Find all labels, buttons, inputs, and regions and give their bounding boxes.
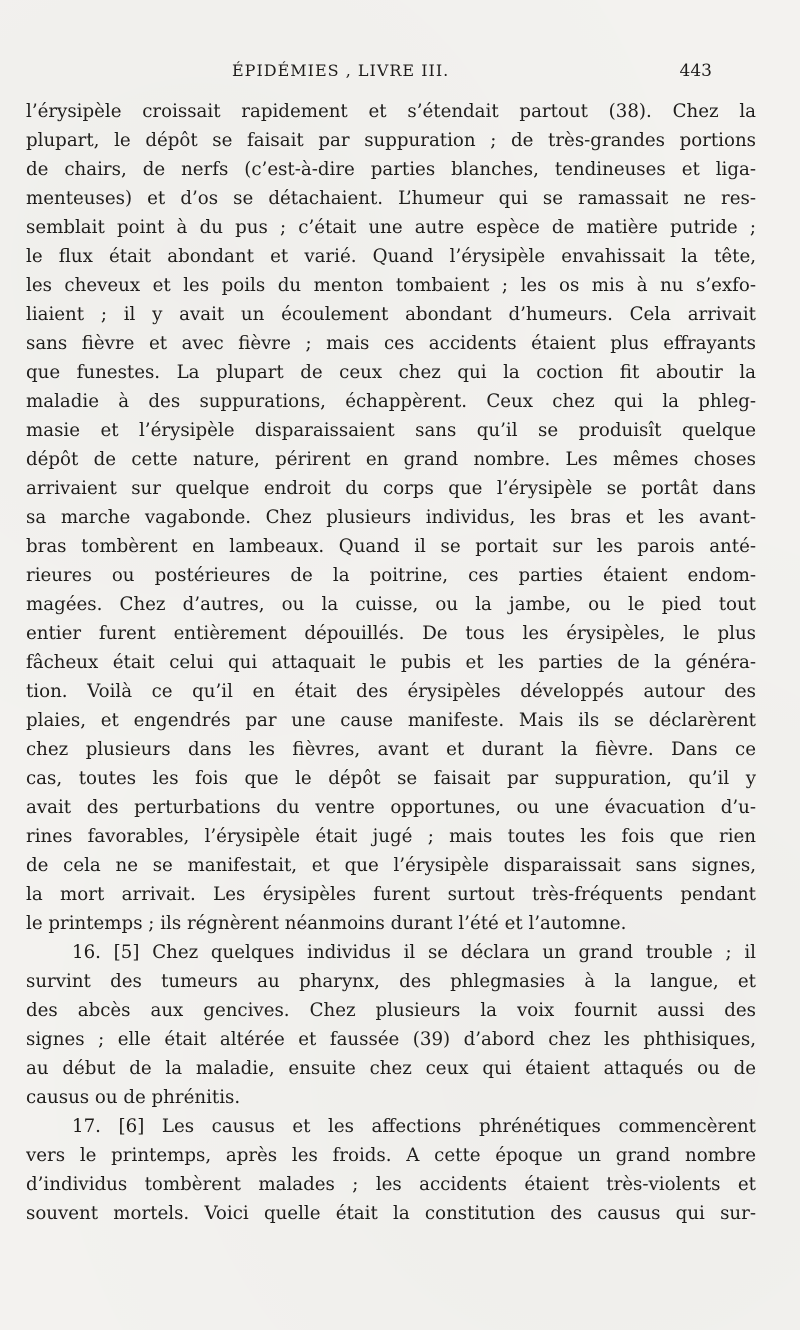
text-line: entier furent entièrement dépouillés. De tous les érysipèles, le plus bbox=[26, 623, 756, 644]
text-line: chez plusieurs dans les fièvres, avant et durant la fièvre. Dans ce bbox=[26, 739, 756, 760]
text-line: magées. Chez d’autres, ou la cuisse, ou la jambe, ou le pied tout bbox=[26, 594, 756, 615]
text-line: survint des tumeurs au pharynx, des phlegmasies à la langue, et bbox=[26, 971, 756, 992]
text-line: signes ; elle était altérée et faussée (39) d’abord chez les phthisiques, bbox=[26, 1029, 756, 1050]
text-line: souvent mortels. Voici quelle était la constitution des causus qui sur- bbox=[26, 1203, 756, 1224]
text-line: 17. [6] Les causus et les affections phrénétiques commencèrent bbox=[72, 1116, 756, 1137]
text-line: de cela ne se manifestait, et que l’érysipèle disparaissait sans signes, bbox=[26, 855, 756, 876]
text-line: liaient ; il y avait un écoulement abondant d’humeurs. Cela arrivait bbox=[26, 304, 756, 325]
text-line: maladie à des suppurations, échappèrent. Ceux chez qui la phleg- bbox=[26, 391, 756, 412]
text-line: la mort arrivait. Les érysipèles furent surtout très-fréquents pendant bbox=[26, 884, 756, 905]
text-line: masie et l’érysipèle disparaissaient sans qu’il se produisît quelque bbox=[26, 420, 756, 441]
text-line: les cheveux et les poils du menton tombaient ; les os mis à nu s’exfo- bbox=[26, 275, 756, 296]
text-line: arrivaient sur quelque endroit du corps que l’érysipèle se portât dans bbox=[26, 478, 756, 499]
running-title: ÉPIDÉMIES , LIVRE III. bbox=[232, 61, 450, 80]
text-line: sa marche vagabonde. Chez plusieurs individus, les bras et les avant- bbox=[26, 507, 756, 528]
text-line: rines favorables, l’érysipèle était jugé ; mais toutes les fois que rien bbox=[26, 826, 756, 847]
text-line: vers le printemps, après les froids. A cette époque un grand nombre bbox=[26, 1145, 756, 1166]
text-line: l’érysipèle croissait rapidement et s’étendait partout (38). Chez la bbox=[26, 101, 756, 122]
page-header bbox=[232, 61, 712, 89]
text-line: sans fièvre et avec fièvre ; mais ces accidents étaient plus effrayants bbox=[26, 333, 756, 354]
text-line: le flux était abondant et varié. Quand l’érysipèle envahissait la tête, bbox=[26, 246, 756, 267]
text-line: plupart, le dépôt se faisait par suppuration ; de très-grandes portions bbox=[26, 130, 756, 151]
text-line: causus ou de phrénitis. bbox=[26, 1087, 241, 1108]
text-line: tion. Voilà ce qu’il en était des érysipèles développés autour des bbox=[26, 681, 756, 702]
text-line: que funestes. La plupart de ceux chez qui la coction fit aboutir la bbox=[26, 362, 756, 383]
text-line: des abcès aux gencives. Chez plusieurs la voix fournit aussi des bbox=[26, 1000, 756, 1021]
text-line: au début de la maladie, ensuite chez ceux qui étaient attaqués ou de bbox=[26, 1058, 756, 1079]
text-line: cas, toutes les fois que le dépôt se faisait par suppuration, qu’il y bbox=[26, 768, 756, 789]
text-line: bras tombèrent en lambeaux. Quand il se portait sur les parois anté- bbox=[26, 536, 756, 557]
text-line: menteuses) et d’os se détachaient. L’humeur qui se ramassait ne res- bbox=[26, 188, 756, 209]
text-line: 16. [5] Chez quelques individus il se déclara un grand trouble ; il bbox=[72, 942, 756, 963]
text-line: rieures ou postérieures de la poitrine, ces parties étaient endom- bbox=[26, 565, 756, 586]
text-line: avait des perturbations du ventre opportunes, ou une évacuation d’u- bbox=[26, 797, 756, 818]
text-line: d’individus tombèrent malades ; les accidents étaient très-violents et bbox=[26, 1174, 756, 1195]
text-line: fâcheux était celui qui attaquait le pubis et les parties de la généra- bbox=[26, 652, 756, 673]
text-line: semblait point à du pus ; c’était une autre espèce de matière putride ; bbox=[26, 217, 756, 238]
text-line: dépôt de cette nature, périrent en grand nombre. Les mêmes choses bbox=[26, 449, 756, 470]
text-line: de chairs, de nerfs (c’est-à-dire parties blanches, tendineuses et liga- bbox=[26, 159, 756, 180]
text-line: le printemps ; ils régnèrent néanmoins durant l’été et l’automne. bbox=[26, 913, 627, 934]
page-number: 443 bbox=[679, 61, 712, 81]
text-line: plaies, et engendrés par une cause manifeste. Mais ils se déclarèrent bbox=[26, 710, 756, 731]
